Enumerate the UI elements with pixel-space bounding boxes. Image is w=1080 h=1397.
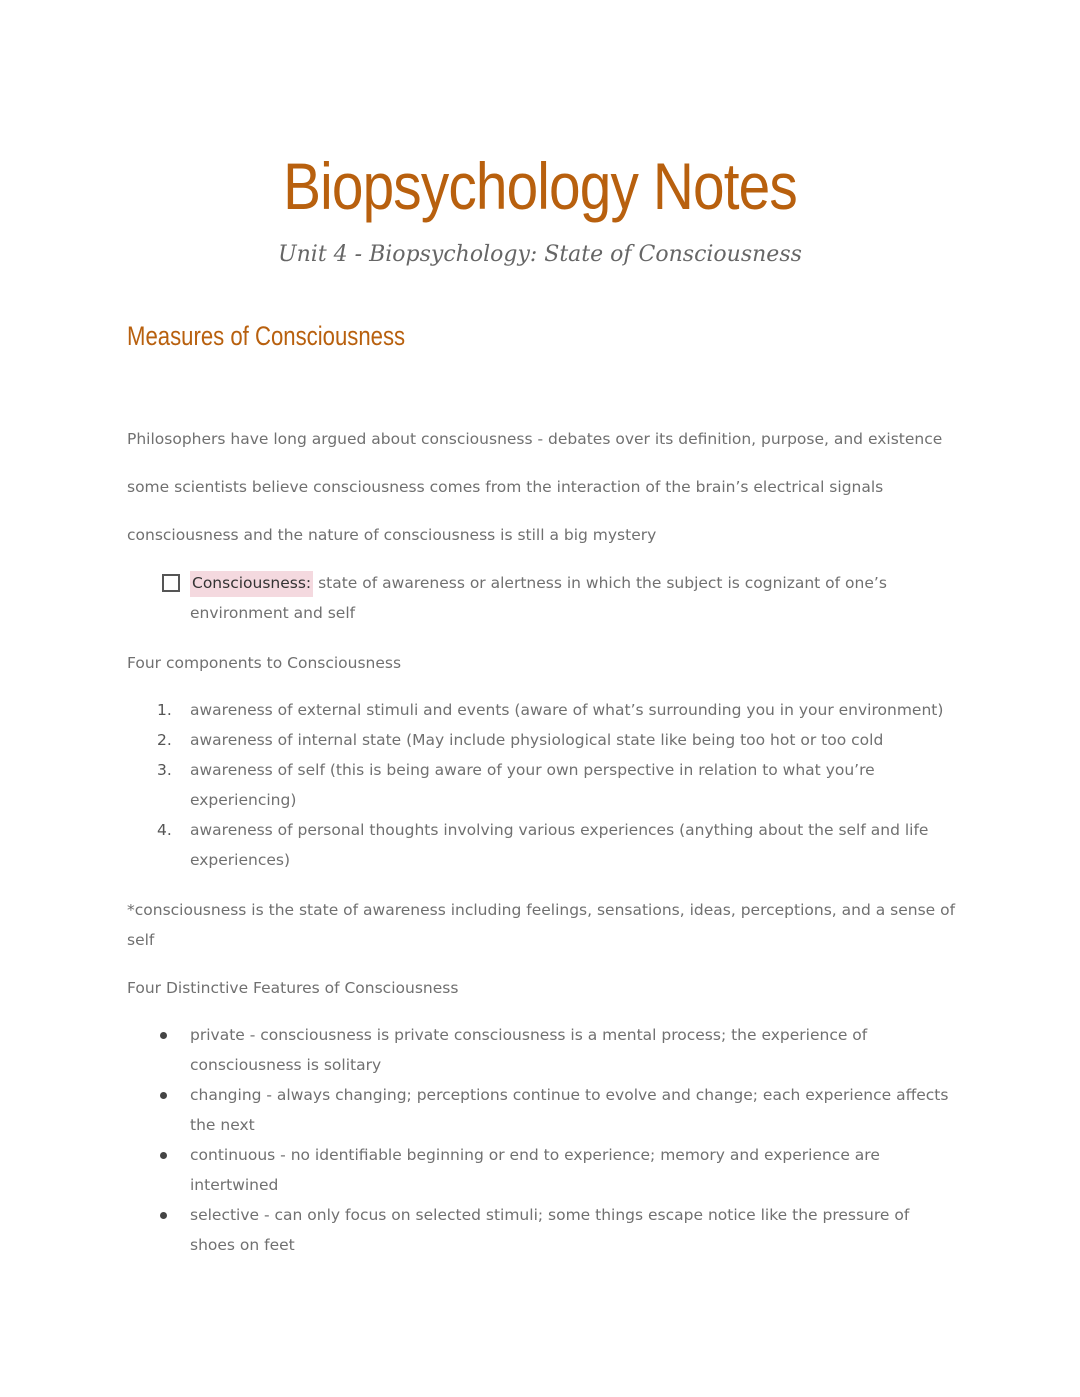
list-item	[157, 815, 950, 875]
components-heading: Four components to Consciousness	[127, 654, 402, 672]
list-number: 2.	[157, 731, 172, 749]
list-item	[157, 725, 960, 755]
definition-text	[190, 568, 930, 628]
list-item	[190, 1080, 950, 1140]
paragraph-mystery: consciousness and the nature of consciousness is still a big mystery	[127, 526, 657, 544]
list-item	[190, 1200, 930, 1260]
bullet-icon	[160, 1092, 167, 1099]
list-item	[157, 695, 960, 725]
document-title: Biopsychology Notes	[283, 149, 797, 223]
bullet-icon	[160, 1032, 167, 1039]
paragraph-philosophers: Philosophers have long argued about consciousness - debates over its definition, purpose, and existence	[127, 430, 943, 448]
paragraph-scientists: some scientists believe consciousness comes from the interaction of the brain’s electrical signals	[127, 478, 884, 496]
list-item-text: awareness of external stimuli and events (aware of what’s surrounding you in your environment)	[190, 701, 944, 719]
definition-term: Consciousness:	[190, 571, 313, 597]
list-item-text: changing - always changing; perceptions continue to evolve and change; each experience affects the next	[190, 1086, 949, 1134]
list-number: 4.	[157, 821, 172, 839]
definition-body: state of awareness or alertness in which the subject is cognizant of one’s environment and self	[190, 574, 887, 622]
list-item-text: continuous - no identifiable beginning or end to experience; memory and experience are intertwined	[190, 1146, 880, 1194]
section-heading: Measures of Consciousness	[127, 321, 406, 351]
list-item-text: awareness of self (this is being aware of your own perspective in relation to what you’re experiencing)	[190, 761, 875, 809]
list-number: 3.	[157, 761, 172, 779]
components-list	[157, 695, 960, 875]
bullet-icon	[160, 1212, 167, 1219]
list-number: 1.	[157, 701, 172, 719]
bullet-icon	[160, 1152, 167, 1159]
features-heading: Four Distinctive Features of Consciousness	[127, 979, 459, 997]
list-item-text: awareness of personal thoughts involving various experiences (anything about the self and life experiences)	[190, 821, 929, 869]
checkbox-icon[interactable]	[162, 574, 180, 592]
list-item-text: awareness of internal state (May include physiological state like being too hot or too cold	[190, 731, 884, 749]
document-subtitle: Unit 4 - Biopsychology: State of Consciousness	[278, 242, 802, 267]
list-item-text: selective - can only focus on selected stimuli; some things escape notice like the pressure of shoes on feet	[190, 1206, 910, 1254]
list-item-text: private - consciousness is private consciousness is a mental process; the experience of consciousness is solitary	[190, 1026, 868, 1074]
features-list	[190, 1020, 950, 1260]
list-item	[157, 755, 910, 815]
consciousness-note: *consciousness is the state of awareness including feelings, sensations, ideas, perceptions, and a sense of self	[127, 901, 956, 949]
list-item	[190, 1140, 890, 1200]
list-item	[190, 1020, 890, 1080]
